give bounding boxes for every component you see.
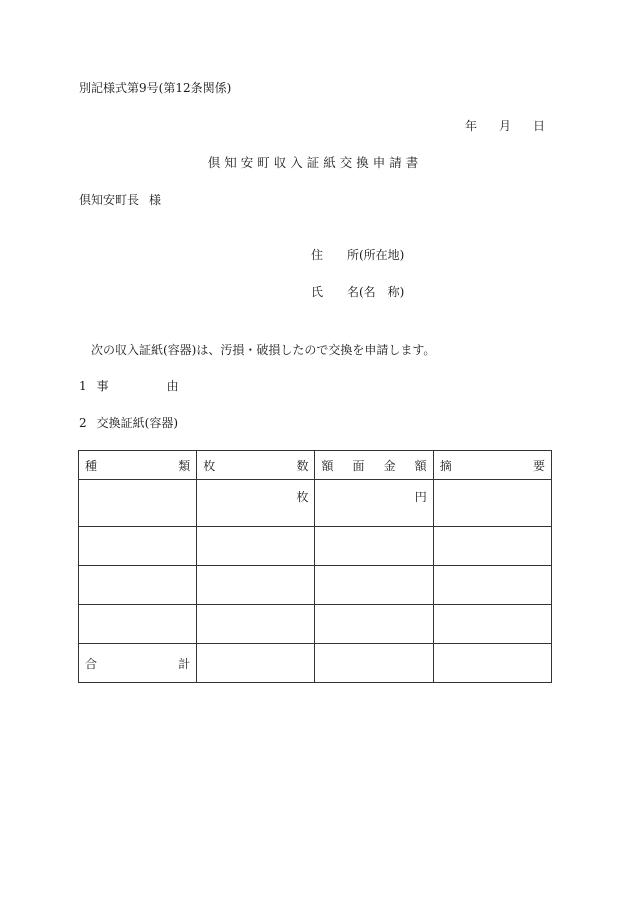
amount-cell[interactable] xyxy=(315,566,433,605)
header-remarks: 摘 要 xyxy=(433,451,551,480)
remarks-cell[interactable] xyxy=(433,480,551,527)
header-face-amount: 額 面 金 額 xyxy=(315,451,433,480)
count-cell[interactable] xyxy=(197,480,315,527)
day-label: 日 xyxy=(532,119,545,133)
type-cell[interactable] xyxy=(79,566,197,605)
count-unit: 枚 xyxy=(296,490,309,504)
table-header-row xyxy=(79,451,552,480)
amount-cell[interactable] xyxy=(315,480,433,527)
remarks-cell[interactable] xyxy=(433,566,551,605)
request-statement: 次の収入証紙(容器)は、汚損・破損したので交換を申請します。 xyxy=(91,343,436,357)
reason-label-b: 由 xyxy=(166,379,179,393)
table-row xyxy=(79,480,552,527)
date-field xyxy=(465,119,545,133)
type-cell[interactable] xyxy=(79,480,197,527)
type-cell[interactable] xyxy=(79,527,197,566)
month-label: 月 xyxy=(498,119,511,133)
year-label: 年 xyxy=(465,119,478,133)
address-label: 住 所(所在地) xyxy=(311,248,405,262)
addressee-honorific: 様 xyxy=(149,193,162,207)
item-number: 1 xyxy=(79,379,87,393)
total-row xyxy=(79,644,552,683)
reason-item xyxy=(79,379,179,393)
remarks-cell[interactable] xyxy=(433,527,551,566)
exchange-table xyxy=(78,450,552,683)
exchange-stamp-label: 交換証紙(容器) xyxy=(96,416,179,430)
total-amount-cell[interactable] xyxy=(315,644,433,683)
exchange-stamp-item xyxy=(79,416,178,430)
total-label-cell: 合 計 xyxy=(79,644,197,683)
addressee-name: 倶知安町長 xyxy=(79,193,140,207)
remarks-cell[interactable] xyxy=(433,605,551,644)
table-row xyxy=(79,566,552,605)
item-number: 2 xyxy=(79,416,87,430)
addressee xyxy=(79,193,161,207)
total-remarks-cell[interactable] xyxy=(433,644,551,683)
name-label: 氏 名(名 称) xyxy=(311,285,405,299)
count-cell[interactable] xyxy=(197,605,315,644)
header-type: 種 類 xyxy=(79,451,197,480)
reason-label-a: 事 xyxy=(96,379,109,393)
form-number-label: 別記様式第9号(第12条関係) xyxy=(79,81,232,95)
document-title: 倶知安町収入証紙交換申請書 xyxy=(207,155,423,170)
table-row xyxy=(79,605,552,644)
header-count: 枚 数 xyxy=(197,451,315,480)
count-cell[interactable] xyxy=(197,566,315,605)
amount-cell[interactable] xyxy=(315,527,433,566)
type-cell[interactable] xyxy=(79,605,197,644)
count-cell[interactable] xyxy=(197,527,315,566)
total-count-cell[interactable] xyxy=(197,644,315,683)
table-row xyxy=(79,527,552,566)
amount-cell[interactable] xyxy=(315,605,433,644)
amount-unit: 円 xyxy=(414,490,427,504)
